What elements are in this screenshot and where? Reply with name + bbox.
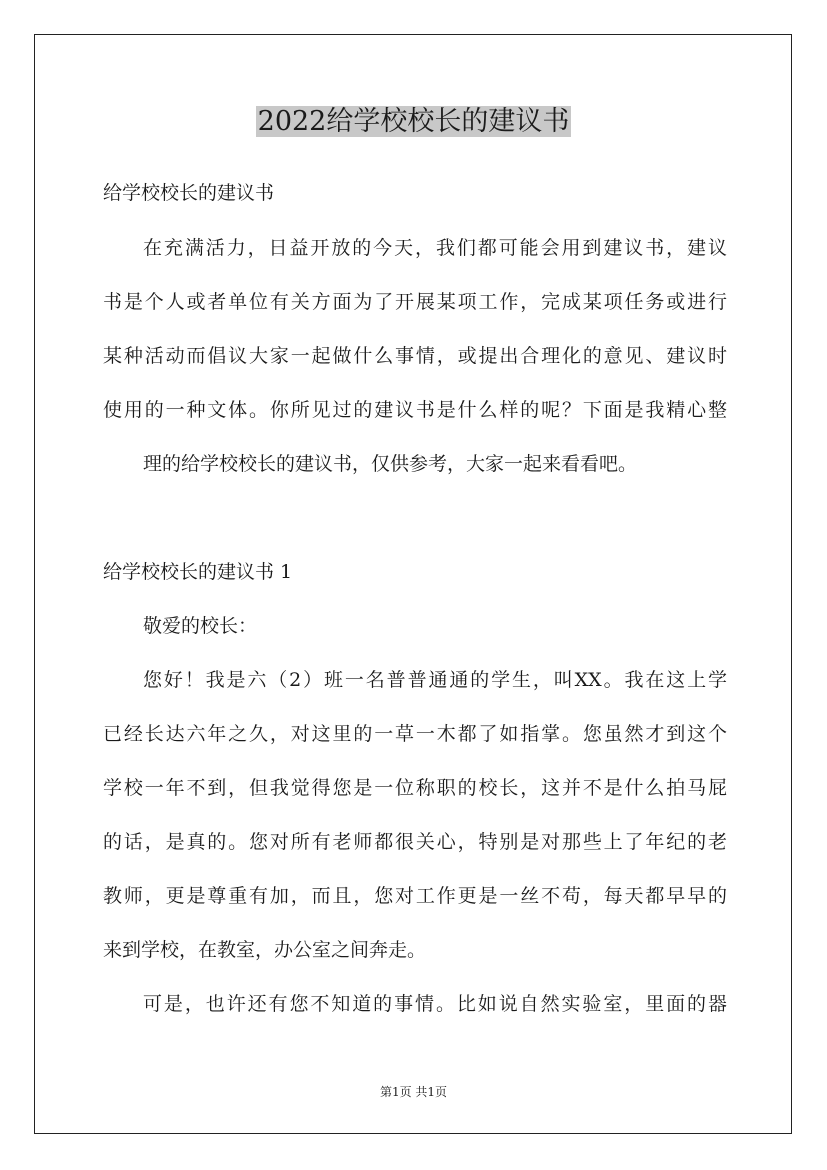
salutation: 敬爱的校长： [143, 615, 258, 637]
section-heading: 给学校校长的建议书 1 [103, 561, 293, 583]
intro-line-5: 理的给学校校长的建议书，仅供参考，大家一起来看看吧。 [143, 453, 638, 475]
para1-line-4: 的话，是真的。您对所有老师都很关心，特别是对那些上了年纪的老 [103, 831, 727, 853]
intro-line-2: 书是个人或者单位有关方面为了开展某项工作，完成某项任务或进行 [103, 291, 727, 313]
para1-line-1: 您好！我是六（2）班一名普普通通的学生，叫XX。我在这上学 [143, 669, 727, 691]
page-footer: 第1页 共1页 [379, 1085, 448, 1099]
para1-line-6: 来到学校，在教室，办公室之间奔走。 [103, 939, 427, 961]
document-title: 2022给学校校长的建议书 [257, 106, 570, 137]
document-subtitle: 给学校校长的建议书 [103, 182, 275, 204]
intro-line-3: 某种活动而倡议大家一起做什么事情，或提出合理化的意见、建议时 [103, 345, 727, 367]
para1-line-2: 已经长达六年之久，对这里的一草一木都了如指掌。您虽然才到这个 [103, 723, 727, 745]
para1-line-3: 学校一年不到，但我觉得您是一位称职的校长，这并不是什么拍马屁 [103, 777, 727, 799]
para1-line-5: 教师，更是尊重有加，而且，您对工作更是一丝不苟，每天都早早的 [103, 885, 727, 907]
para2-line-1: 可是，也许还有您不知道的事情。比如说自然实验室，里面的器 [143, 993, 727, 1015]
intro-line-4: 使用的一种文体。你所见过的建议书是什么样的呢？下面是我精心整 [103, 399, 727, 421]
intro-line-1: 在充满活力，日益开放的今天，我们都可能会用到建议书，建议 [143, 237, 727, 259]
